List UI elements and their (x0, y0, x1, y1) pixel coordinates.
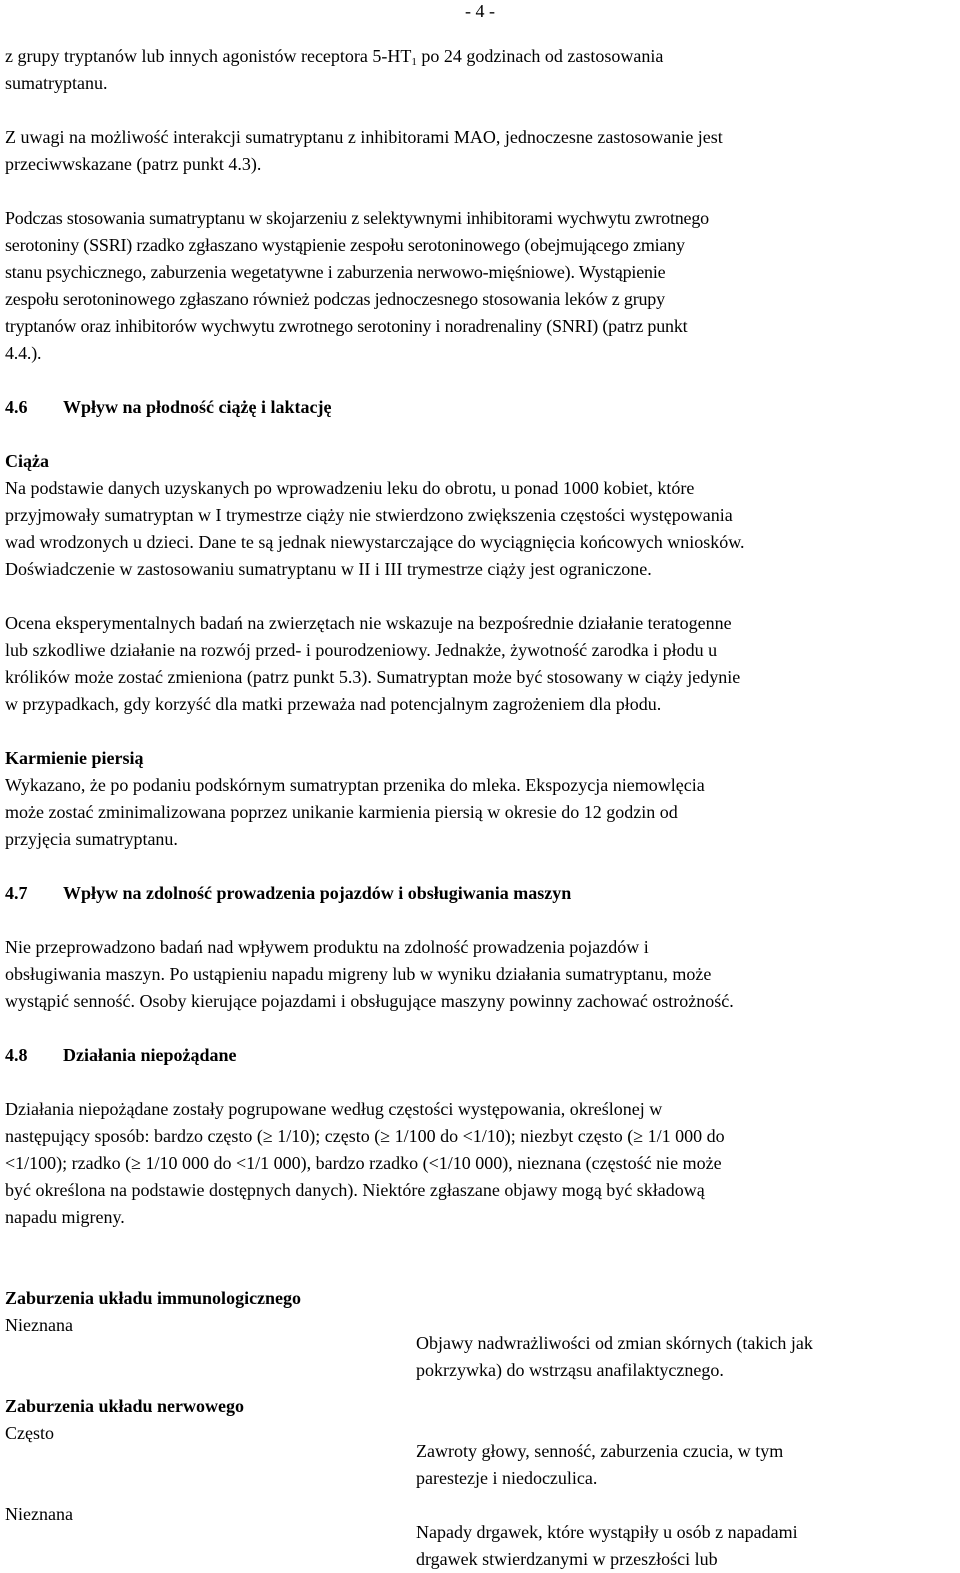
section-heading-4-8: 4.8 Działania niepożądane (5, 1045, 237, 1065)
frequency-label: Często (5, 1423, 54, 1443)
effect-line: Objawy nadwrażliwości od zmian skórnych (takich jak (416, 1333, 813, 1353)
subheading-ciaza: Ciąża (5, 451, 49, 471)
paragraph-line: wystąpić senność. Osoby kierujące pojazdami i obsługujące maszyny powinny zachować ostrożność. (5, 991, 734, 1011)
paragraph-line: następujący sposób: bardzo często (≥ 1/10); często (≥ 1/100 do <1/10); niezbyt często (≥ 1/1 000 do (5, 1126, 725, 1146)
section-heading-4-7: 4.7 Wpływ na zdolność prowadzenia pojazdów i obsługiwania maszyn (5, 883, 572, 903)
effect-line: drgawek stwierdzanymi w przeszłości lub (416, 1549, 718, 1569)
paragraph-line: Na podstawie danych uzyskanych po wprowadzeniu leku do obrotu, u ponad 1000 kobiet, które (5, 478, 695, 498)
paragraph-line: zespołu serotoninowego zgłaszano również podczas jednoczesnego stosowania leków z grupy (5, 289, 665, 309)
paragraph-line: Działania niepożądane zostały pogrupowane według częstości występowania, określonej w (5, 1099, 663, 1119)
paragraph-line: serotoniny (SSRI) rzadko zgłaszano wystąpienie zespołu serotoninowego (obejmującego zmiany (5, 235, 685, 255)
effect-line: Napady drgawek, które wystąpiły u osób z napadami (416, 1522, 798, 1542)
paragraph-line: stanu psychicznego, zaburzenia wegetatywne i zaburzenia nerwowo-mięśniowe). Wystąpienie (5, 262, 666, 282)
paragraph-line: sumatryptanu. (5, 73, 108, 93)
effect-line: Zawroty głowy, senność, zaburzenia czucia, w tym (416, 1441, 784, 1461)
table-section-heading: Zaburzenia układu immunologicznego (5, 1288, 302, 1308)
paragraph-line: tryptanów oraz inhibitorów wychwytu zwrotnego serotoniny i noradrenaliny (SNRI) (patrz punkt (5, 316, 688, 336)
paragraph-line: lub szkodliwe działanie na rozwój przed- i pourodzeniowy. Jednakże, żywotność zarodka i płodu u (5, 640, 718, 660)
page-number: - 4 - (465, 1, 495, 21)
paragraph-line: może zostać zminimalizowana poprzez unikanie karmienia piersią w okresie do 12 godzin od (5, 802, 678, 822)
frequency-label: Nieznana (5, 1315, 73, 1335)
paragraph-line: <1/100); rzadko (≥ 1/10 000 do <1/1 000), bardzo rzadko (<1/10 000), nieznana (częstość nie może (5, 1153, 722, 1173)
paragraph-line: królików może zostać zmieniona (patrz punkt 5.3). Sumatryptan może być stosowany w ciąży jedynie (5, 667, 741, 687)
paragraph-line: Doświadczenie w zastosowaniu sumatryptanu w II i III trymestrze ciąży jest ograniczone. (5, 559, 652, 579)
table-section-heading: Zaburzenia układu nerwowego (5, 1396, 245, 1416)
paragraph-line: być określona na podstawie dostępnych danych). Niektóre zgłaszane objawy mogą być składową (5, 1180, 705, 1200)
paragraph-line: wad wrodzonych u dzieci. Dane te są jednak niewystarczające do wyciągnięcia końcowych wniosków. (5, 532, 745, 552)
paragraph-line: obsługiwania maszyn. Po ustąpieniu napadu migreny lub w wyniku działania sumatryptanu, może (5, 964, 712, 984)
subheading-karmienie: Karmienie piersią (5, 748, 144, 768)
paragraph-line: z grupy tryptanów lub innych agonistów receptora $5-HT_1$ po 24 godzinach od zastosowania (5, 46, 664, 68)
paragraph-line: Podczas stosowania sumatryptanu w skojarzeniu z selektywnymi inhibitorami wychwytu zwrotnego (5, 208, 709, 228)
effect-line: parestezje i niedoczulica. (416, 1468, 598, 1488)
paragraph-line: przyjmowały sumatryptan w I trymestrze ciąży nie stwierdzono zwiększenia częstości występowania (5, 505, 733, 525)
paragraph-line: Z uwagi na możliwość interakcji sumatryptanu z inhibitorami MAO, jednoczesne zastosowanie jest (5, 127, 723, 147)
paragraph-line: napadu migreny. (5, 1207, 125, 1227)
frequency-label: Nieznana (5, 1504, 73, 1524)
paragraph-line: Nie przeprowadzono badań nad wpływem produktu na zdolność prowadzenia pojazdów i (5, 937, 649, 957)
paragraph-line: Wykazano, że po podaniu podskórnym sumatryptan przenika do mleka. Ekspozycja niemowlęcia (5, 775, 705, 795)
effect-line: pokrzywka) do wstrząsu anafilaktycznego. (416, 1360, 724, 1380)
paragraph-line: w przypadkach, gdy korzyść dla matki przeważa nad potencjalnym zagrożeniem dla płodu. (5, 694, 662, 714)
paragraph-line: 4.4.). (5, 343, 42, 363)
paragraph-line: Ocena eksperymentalnych badań na zwierzętach nie wskazuje na bezpośrednie działanie teratogenne (5, 613, 732, 633)
paragraph-line: przeciwwskazane (patrz punkt 4.3). (5, 154, 262, 174)
section-heading-4-6: 4.6 Wpływ na płodność ciążę i laktację (5, 397, 332, 417)
paragraph-line: przyjęcia sumatryptanu. (5, 829, 178, 849)
